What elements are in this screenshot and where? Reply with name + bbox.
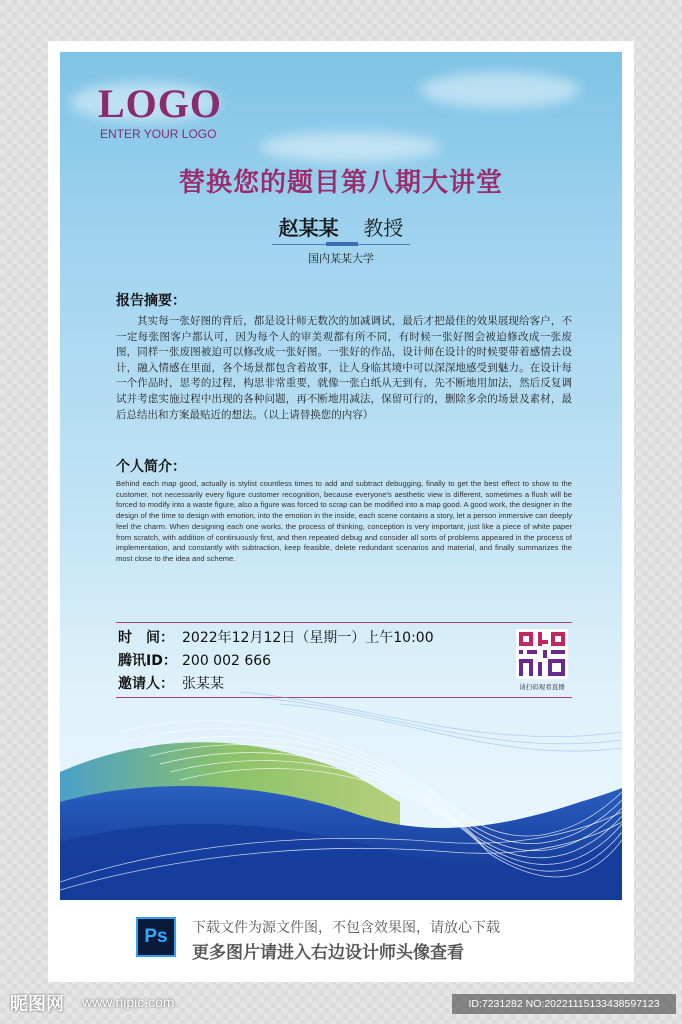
bio-heading: 个人简介： [116, 459, 186, 475]
speaker-university: 国内某某大学 [308, 252, 374, 265]
inviter-value: 张某某 [182, 676, 224, 692]
time-value: 2022年12月12日（星期一）上午10:00 [182, 630, 434, 646]
watermark-id: ID:7231282 NO:20221115133438597123 [452, 994, 676, 1014]
inviter-row [118, 673, 224, 693]
speaker-name: 赵某某 [278, 216, 339, 240]
poster [60, 52, 622, 900]
time-row [118, 627, 434, 647]
watermark-url[interactable]: www.nipic.com [82, 994, 175, 1010]
download-more-note: 更多图片请进入右边设计师头像查看 [192, 943, 464, 963]
speaker-role: 教授 [363, 216, 404, 240]
photoshop-icon: Ps [136, 917, 176, 957]
tencent-row [118, 650, 271, 670]
cloud [260, 132, 440, 162]
inviter-label: 邀请人： [118, 676, 174, 692]
logo: LOGO [98, 81, 223, 126]
tencent-value: 200 002 666 [182, 653, 272, 669]
info-divider-top [116, 622, 572, 623]
download-note: 下载文件为源文件图，不包含效果图，请放心下载 [192, 920, 500, 936]
bio-body: Behind each map good, actually is stylist countless times to add and subtract debugging, finally to get the best effect to show to the customer, not necessarily every figure customer recognition, because everyone's aesthetic view is different, sometimes a flush will be forced to modify into a waste figure, also a figure was forced to scrap can be modified into a map good. A good work, the designer in the design of the time to design with emotion, into the emotion in the inside, each scene contains a story, let a person immersive can deeply feel the charm. When designing each one works, the process of thinking, conception is very important, just like a piece of white paper from scratch, with addition of continuously first, and then repeated debug and consider all sorts of problems appeared in the process of implementation, and constantly with subtraction, keep feasible, delete redundant scenarios and material, and finally summarizes the most close to the idea and scheme. [116, 479, 572, 563]
tencent-label: 腾讯ID： [118, 653, 177, 669]
poster-title: 替换您的题目第八期大讲堂 [178, 168, 503, 198]
speaker-line [60, 212, 622, 241]
watermark-site-logo: 昵图网 [10, 994, 64, 1015]
wave-decoration [60, 692, 622, 900]
logo-subtitle: ENTER YOUR LOGO [100, 127, 217, 141]
time-label: 时 间： [118, 630, 174, 646]
abstract-body: 其实每一张好图的背后，都是设计师无数次的加减调试，最后才把最佳的效果展现给客户，不一定每张图客户都认可，因为每个人的审美观都有所不同，有时候一张好图会被迫修改成一张废图，同样一张废图被迫可以修改成一张好图。一张好的作品，设计师在设计的时候要带着感情去设计，融入情感在里面，各个场景都包含着故事，让人身临其境中可以深深地感受到魅力。在设计每一个作品时，思考的过程，构思非常重要，就像一张白纸从无到有，先不断地用加法，然后反复调试并考虑实施过程中出现的各种问题，再不断地用减法，保留可行的，删除多余的场景及素材，最后总结出和方案最贴近的想法。（以上请替换您的内容） [116, 315, 572, 421]
qr-caption: 请扫码观看直播 [519, 683, 565, 691]
abstract-heading: 报告摘要： [116, 293, 186, 309]
cloud [420, 72, 580, 108]
qr-code-icon[interactable] [516, 629, 568, 679]
speaker-divider-accent [326, 242, 358, 246]
